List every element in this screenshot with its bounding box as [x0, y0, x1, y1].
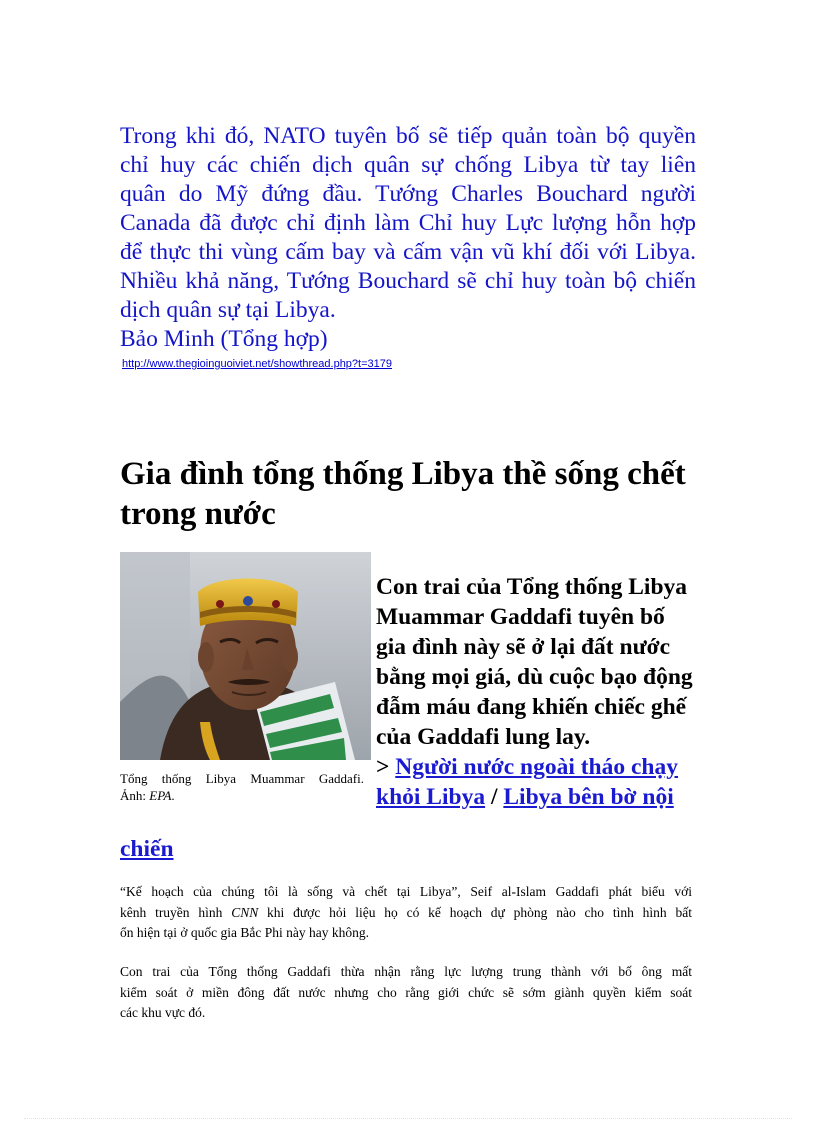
body-line: các khu vực đó.: [120, 1005, 206, 1020]
body-line: “Kế hoạch của chúng tôi là sống và chết tại Libya”, Seif al-Islam Gaddafi phát biểu với: [120, 884, 692, 899]
paragraph-line: để thực thi vùng cấm bay và cấm vận vũ khí đối với Libya.: [120, 239, 696, 265]
body-paragraph: [120, 962, 692, 1024]
related-separator: /: [490, 784, 498, 810]
article-paragraph: [120, 122, 696, 354]
related-link-continuation: [120, 834, 174, 864]
lead-text: Con trai của Tổng thống Libya Muammar Gaddafi tuyên bố gia đình này sẽ ở lại đất nước bằng mọi giá, dù cuộc bạo động đẫm máu đang khiến chiếc ghế của Gaddafi lung lay.: [376, 574, 693, 750]
caption-line: Tổng thống Libya Muammar Gaddafi.: [120, 771, 364, 786]
body-line: ổn hiện tại ở quốc gia Bắc Phi này hay không.: [120, 925, 369, 940]
body-line: [120, 903, 692, 924]
related-link-civil-war[interactable]: Libya bên bờ nội: [503, 784, 674, 810]
photo-caption: [120, 770, 364, 804]
related-link-civil-war-end[interactable]: chiến: [120, 836, 174, 862]
article-headline: Gia đình tổng thống Libya thề sống chết trong nước: [120, 456, 686, 532]
related-arrow: >: [376, 754, 390, 780]
article-lead: [376, 572, 696, 812]
caption-suffix: .: [171, 788, 175, 803]
page-divider: [24, 1118, 792, 1119]
gaddafi-photo: [120, 552, 371, 760]
body-paragraph: [120, 882, 692, 944]
paragraph-line: dịch quân sự tại Libya.: [120, 297, 336, 323]
body-text: khi được hỏi liệu họ có kế hoạch dự phòng nào cho tình hình bất: [258, 904, 692, 920]
body-line: kiểm soát ở miền đông đất nước nhưng cho rằng giới chức sẽ sớm giành quyền kiểm soát: [120, 984, 692, 1000]
related-link-foreigners[interactable]: Người nước ngoài tháo chạy khỏi Libya: [376, 754, 679, 810]
paragraph-line: Canada đã được chỉ định làm Chỉ huy Lực lượng hỗn hợp: [120, 210, 696, 236]
caption-credit: EPA: [149, 788, 172, 803]
paragraph-line: chỉ huy các chiến dịch quân sự chống Libya từ tay liên: [120, 152, 696, 178]
body-text: kênh truyền hình: [120, 904, 232, 920]
paragraph-line: Nhiều khả năng, Tướng Bouchard sẽ chỉ huy toàn bộ chiến: [120, 268, 696, 294]
paragraph-line: quân do Mỹ đứng đầu. Tướng Charles Bouchard người: [120, 181, 696, 207]
body-line: Con trai của Tổng thống Gaddafi thừa nhận rằng lực lượng trung thành với bố ông mất: [120, 964, 692, 979]
caption-prefix: Ảnh:: [120, 788, 150, 803]
author-credit: Bảo Minh (Tổng hợp): [120, 326, 328, 352]
source-link[interactable]: http://www.thegioinguoiviet.net/showthread.php?t=3179: [122, 358, 392, 370]
channel-name: CNN: [231, 904, 259, 920]
paragraph-line: Trong khi đó, NATO tuyên bố sẽ tiếp quản toàn bộ quyền: [120, 123, 696, 149]
